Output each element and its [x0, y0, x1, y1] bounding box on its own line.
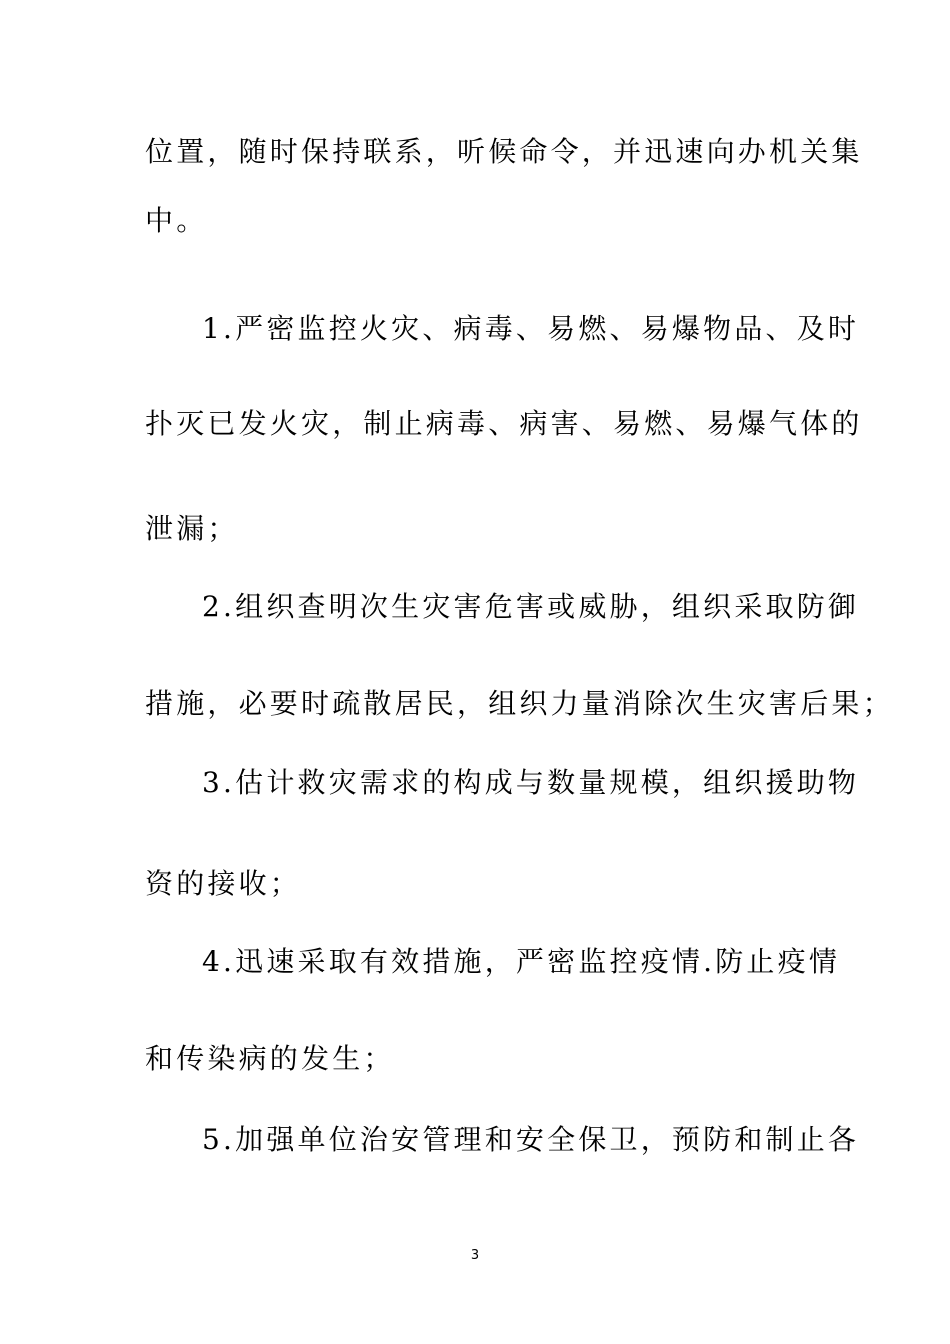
text-line-3: 1.严密监控火灾、病毒、易燃、易爆物品、及时	[202, 312, 860, 345]
text-line-6: 2.组织查明次生灾害危害或威胁，组织采取防御	[202, 590, 860, 623]
text-line-5: 泄漏；	[145, 512, 239, 545]
text-line-7: 措施，必要时疏散居民，组织力量消除次生灾害后果；	[145, 687, 894, 720]
text-line-2: 中。	[145, 204, 208, 237]
text-line-10: 4.迅速采取有效措施，严密监控疫情.防止疫情	[202, 945, 841, 978]
text-line-11: 和传染病的发生；	[145, 1042, 395, 1075]
text-line-9: 资的接收；	[145, 867, 302, 900]
page-number: 3	[470, 1248, 480, 1263]
text-line-4: 扑灭已发火灾，制止病毒、病害、易燃、易爆气体的	[145, 407, 863, 440]
text-line-8: 3.估计救灾需求的构成与数量规模，组织援助物	[202, 766, 860, 799]
text-line-12: 5.加强单位治安管理和安全保卫，预防和制止各	[202, 1123, 860, 1156]
text-line-1: 位置，随时保持联系，听候命令，并迅速向办机关集	[145, 135, 863, 168]
